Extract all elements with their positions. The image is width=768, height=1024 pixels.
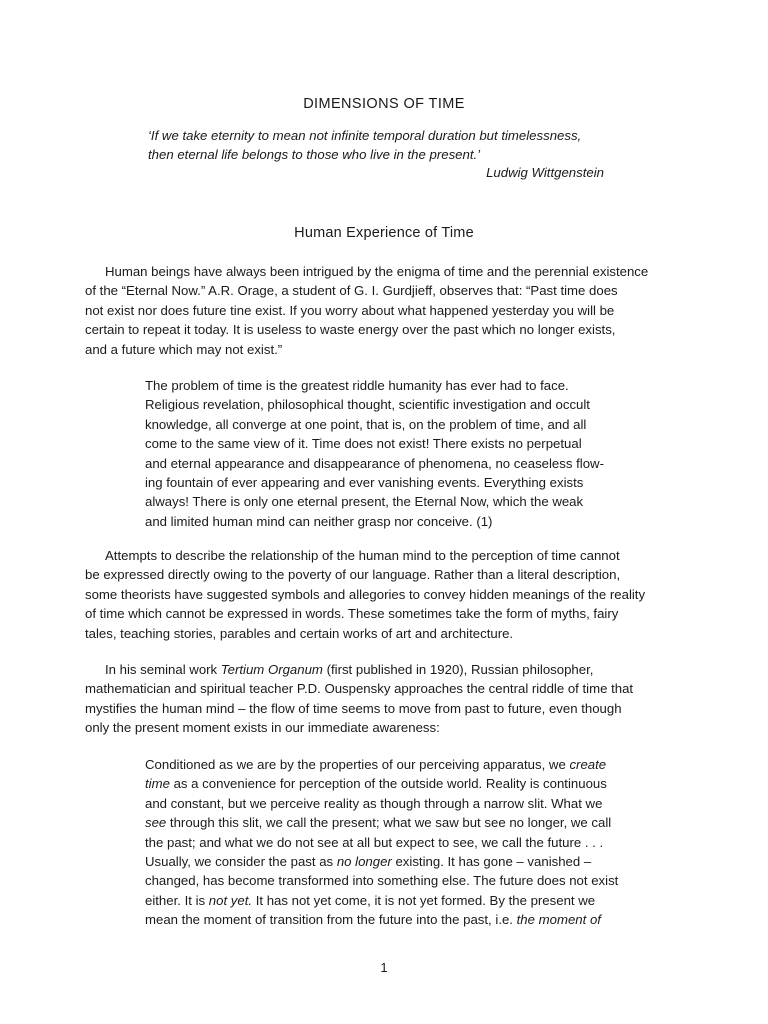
text-run: Conditioned as we are by the properties of our perceiving apparatus, we bbox=[145, 757, 570, 772]
document-title: DIMENSIONS OF TIME bbox=[303, 96, 465, 112]
text-line: certain to repeat it today. It is useless to waste energy over the past which no longer exists, bbox=[85, 322, 616, 338]
text-run: In his seminal work bbox=[105, 662, 221, 677]
quote-line bbox=[145, 774, 635, 793]
epigraph-line: ‘If we take eternity to mean not infinite temporal duration but timelessness, bbox=[148, 128, 582, 143]
emphasis: see bbox=[145, 815, 167, 831]
quote-line: and constant, but we perceive reality as though through a narrow slit. What we bbox=[145, 795, 603, 811]
block-quote-1 bbox=[145, 376, 635, 531]
text-line: only the present moment exists in our immediate awareness: bbox=[85, 720, 440, 736]
book-title: Tertium Organum bbox=[220, 662, 323, 677]
text-run: Usually, we consider the past as bbox=[145, 854, 337, 870]
text-run: as a convenience for perception of the outside world. Reality is continuous bbox=[169, 776, 607, 792]
text-run: (first published in 1920), Russian philosopher, bbox=[322, 662, 594, 677]
quote-line bbox=[145, 910, 635, 929]
emphasis: no longer bbox=[336, 854, 392, 870]
text-line: mystifies the human mind – the flow of time seems to move from past to future, even though bbox=[85, 700, 622, 716]
text-line: some theorists have suggested symbols and allegories to convey hidden meanings of the reality bbox=[85, 586, 646, 602]
page-number: 1 bbox=[380, 960, 388, 975]
paragraph-1 bbox=[85, 262, 675, 359]
quote-line: changed, has become transformed into something else. The future does not exist bbox=[145, 873, 619, 889]
quote-line bbox=[145, 813, 635, 832]
quote-line bbox=[145, 891, 635, 910]
quote-line: come to the same view of it. Time does not exist! There exists no perpetual bbox=[145, 436, 582, 452]
text-line bbox=[85, 660, 675, 679]
block-quote-2 bbox=[145, 755, 635, 930]
quote-line: the past; and what we do not see at all but expect to see, we call the future . . . bbox=[145, 834, 604, 850]
quote-line: Religious revelation, philosophical thought, scientific investigation and occult bbox=[145, 397, 590, 413]
text-line: and a future which may not exist.” bbox=[85, 341, 283, 357]
epigraph-attribution: Ludwig Wittgenstein bbox=[486, 165, 604, 180]
text-run: through this slit, we call the present; what we saw but see no longer, we call bbox=[166, 815, 612, 831]
quote-line: always! There is only one eternal present, the Eternal Now, which the weak bbox=[145, 494, 584, 510]
section-heading: Human Experience of Time bbox=[294, 225, 474, 241]
text-line: be expressed directly owing to the poverty of our language. Rather than a literal description, bbox=[85, 567, 621, 583]
quote-line: and eternal appearance and disappearance of phenomena, no ceaseless flow- bbox=[145, 455, 604, 471]
text-run: mean the moment of transition from the future into the past, i.e. bbox=[145, 912, 517, 928]
paragraph-3 bbox=[85, 660, 675, 738]
text-line: not exist nor does future tine exist. If you worry about what happened yesterday you will be bbox=[85, 302, 615, 318]
text-line: mathematician and spiritual teacher P.D. Ouspensky approaches the central riddle of time that bbox=[85, 681, 634, 697]
text-line: of the “Eternal Now.” A.R. Orage, a student of G. I. Gurdjieff, observes that: “Past time does bbox=[85, 283, 618, 299]
text-line: Attempts to describe the relationship of the human mind to the perception of time cannot bbox=[105, 548, 620, 563]
quote-line: knowledge, all converge at one point, that is, on the problem of time, and all bbox=[145, 416, 587, 432]
text-line: tales, teaching stories, parables and certain works of art and architecture. bbox=[85, 625, 514, 641]
text-run: It has not yet come, it is not yet formed. By the present we bbox=[252, 892, 596, 908]
paragraph-2 bbox=[85, 546, 675, 643]
emphasis: time bbox=[145, 776, 170, 792]
emphasis: not yet. bbox=[208, 892, 253, 908]
emphasis: create bbox=[569, 757, 607, 772]
text-line: Human beings have always been intrigued by the enigma of time and the perennial existence bbox=[105, 264, 649, 279]
text-run: either. It is bbox=[145, 892, 209, 908]
quote-line: ing fountain of ever appearing and ever vanishing events. Everything exists bbox=[145, 475, 584, 491]
quote-line: and limited human mind can neither grasp nor conceive. (1) bbox=[145, 513, 493, 529]
epigraph bbox=[148, 127, 618, 183]
text-line: of time which cannot be expressed in words. These sometimes take the form of myths, fairy bbox=[85, 606, 619, 622]
quote-line bbox=[145, 852, 635, 871]
quote-line bbox=[145, 755, 635, 774]
quote-line: The problem of time is the greatest riddle humanity has ever had to face. bbox=[145, 378, 569, 393]
text-run: existing. It has gone – vanished – bbox=[391, 854, 592, 870]
epigraph-line: then eternal life belongs to those who live in the present.’ bbox=[148, 146, 481, 162]
emphasis: the moment of bbox=[516, 912, 601, 928]
